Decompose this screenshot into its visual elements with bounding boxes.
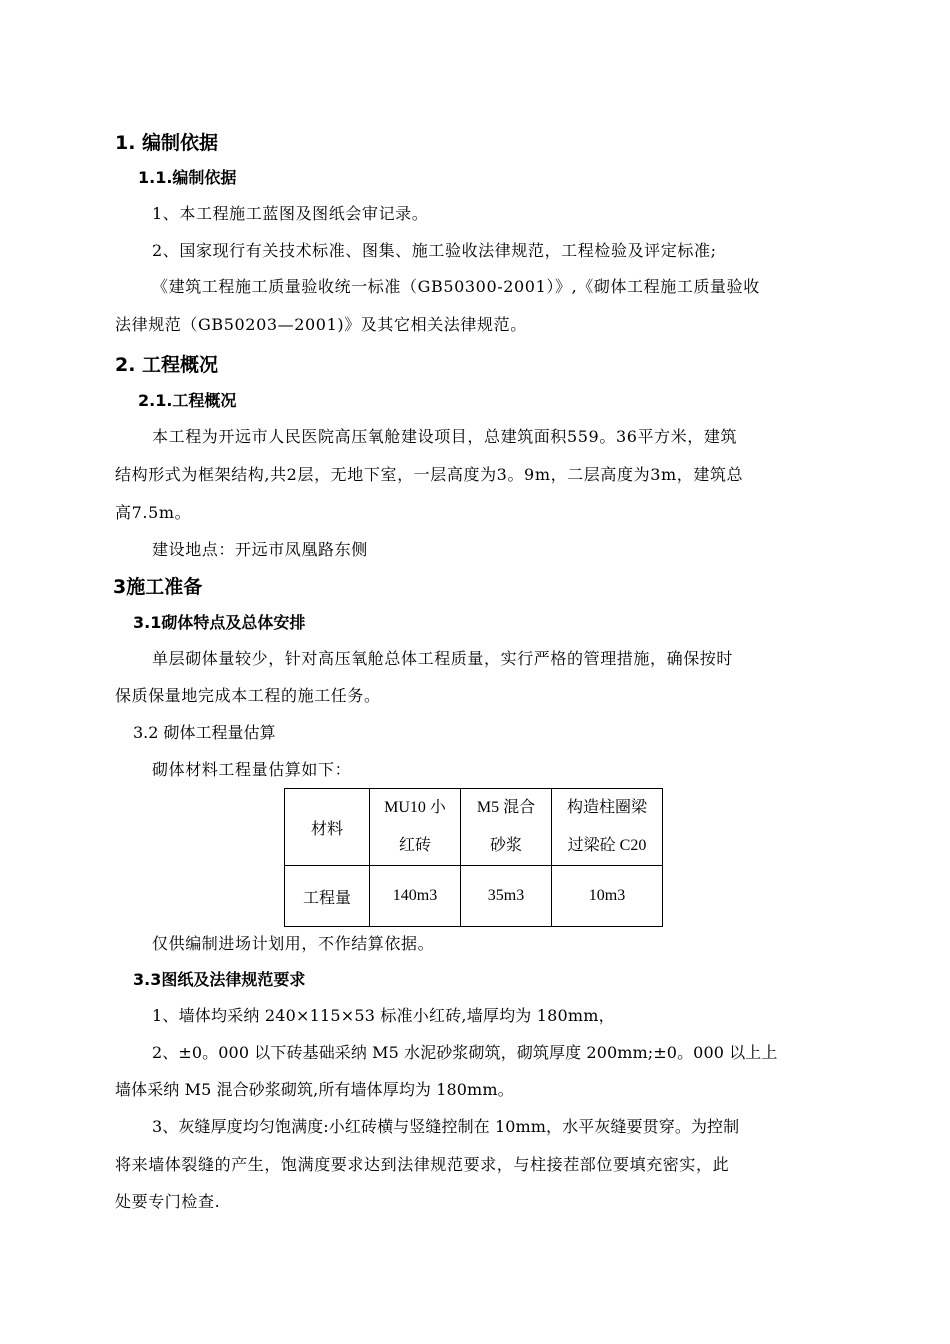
section-2-1-heading: 2.1.工程概况 (138, 391, 237, 410)
table-header-concrete-line2: 过梁砼 C20 (567, 837, 647, 854)
requirement-2-line-1: 2、±0。000 以下砖基础采纳 M5 水泥砂浆砌筑，砌筑厚度 200mm;±0。000 以上上 (152, 1043, 778, 1062)
section-3-1-heading: 3.1砌体特点及总体安排 (133, 613, 306, 632)
requirement-3-line-2: 将来墙体裂缝的产生，饱满度要求达到法律规范要求，与柱接茬部位要填充密实，此 (115, 1155, 730, 1174)
table-cell-brick: 140m3 (370, 866, 461, 927)
quantity-table (284, 788, 663, 927)
table-row (285, 866, 663, 927)
overview-line-3: 高7.5m。 (115, 503, 192, 522)
requirement-3-line-3: 处要专门检查. (115, 1192, 221, 1211)
table-header-concrete-line1: 构造柱圈梁 (566, 799, 647, 816)
table-header-brick-line2: 红砖 (398, 837, 431, 854)
basis-item-1: 1、本工程施工蓝图及图纸会审记录。 (152, 204, 429, 223)
overview-line-1: 本工程为开远市人民医院高压氧舱建设项目，总建筑面积559。36平方米，建筑 (152, 427, 738, 446)
section-3-heading: 3施工准备 (113, 576, 203, 598)
table-cell-mortar: 35m3 (461, 866, 552, 927)
table-header-row (285, 789, 663, 866)
table-header-mortar-line2: 砂浆 (489, 837, 522, 854)
overview-line-2: 结构形式为框架结构,共2层，无地下室，一层高度为3。9m，二层高度为3m，建筑总 (115, 465, 744, 484)
masonry-line-2: 保质保量地完成本工程的施工任务。 (115, 686, 381, 705)
table-header-mortar-line1: M5 混合 (476, 799, 536, 816)
table-header-mortar (461, 789, 552, 866)
section-1-1-heading: 1.1.编制依据 (138, 168, 237, 187)
table-header-concrete (552, 789, 663, 866)
table-note: 仅供编制进场计划用，不作结算依据。 (152, 934, 435, 953)
table-row-label: 工程量 (285, 866, 370, 927)
section-2-heading: 2. 工程概况 (115, 354, 219, 376)
requirement-1: 1、墙体均采纳 240×115×53 标准小红砖,墙厚均为 180mm， (152, 1006, 615, 1025)
table-header-brick (370, 789, 461, 866)
section-3-2-heading: 3.2 砌体工程量估算 (133, 723, 276, 742)
basis-standards-line-2: 法律规范（GB50203—2001)》及其它相关法律规范。 (115, 315, 527, 334)
basis-standards-line-1: 《建筑工程施工质量验收统一标准（GB50300-2001）》,《砌体工程施工质量验收 (152, 277, 760, 296)
site-location: 建设地点：开远市凤凰路东侧 (152, 540, 368, 559)
basis-item-2: 2、国家现行有关技术标准、图集、施工验收法律规范，工程检验及评定标准; (152, 241, 717, 260)
requirement-2-line-2: 墙体采纳 M5 混合砂浆砌筑,所有墙体厚均为 180mm。 (115, 1080, 514, 1099)
table-header-material-text: 材料 (310, 820, 343, 838)
table-header-brick-line1: MU10 小 (384, 799, 446, 816)
section-3-3-heading: 3.3图纸及法律规范要求 (133, 970, 306, 989)
table-header-material (285, 789, 370, 866)
table-cell-concrete: 10m3 (552, 866, 663, 927)
masonry-line-1: 单层砌体量较少，针对高压氧舱总体工程质量，实行严格的管理措施，确保按时 (152, 649, 734, 668)
quantity-intro: 砌体材料工程量估算如下： (152, 760, 352, 779)
section-1-heading: 1. 编制依据 (115, 132, 219, 154)
requirement-3-line-1: 3、灰缝厚度均匀饱满度:小红砖横与竖缝控制在 10mm，水平灰缝要贯穿。为控制 (152, 1117, 740, 1136)
